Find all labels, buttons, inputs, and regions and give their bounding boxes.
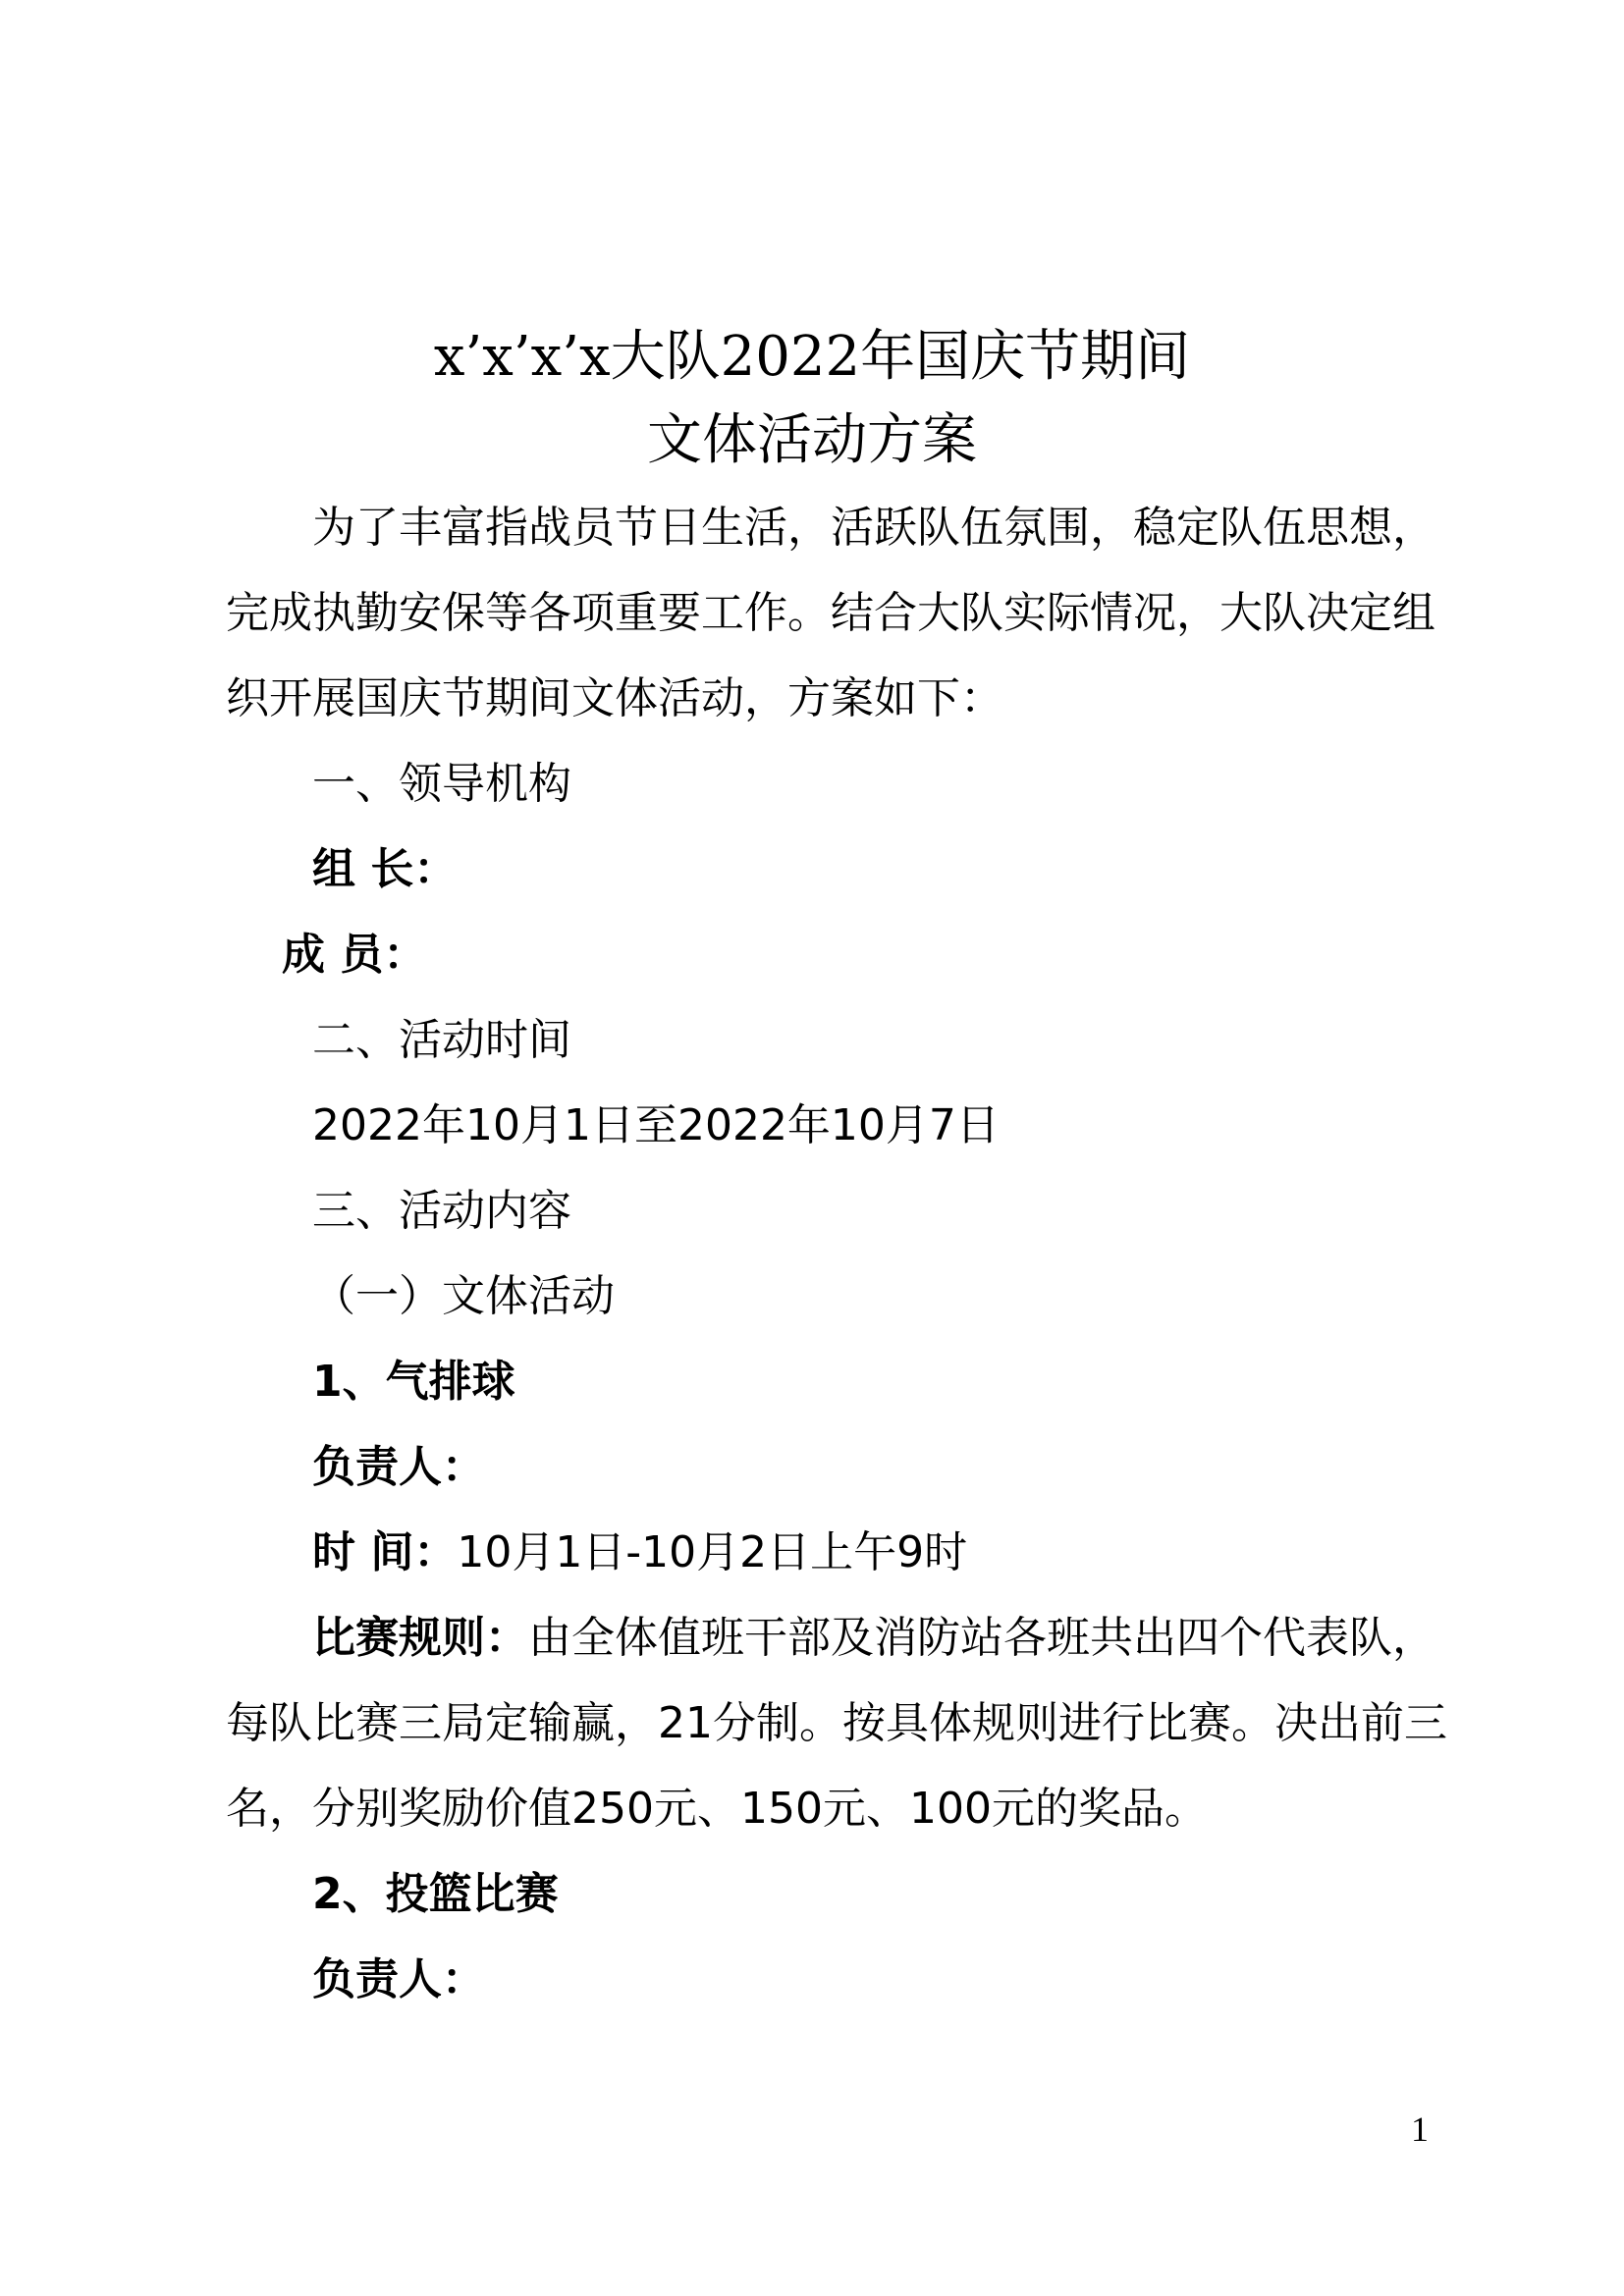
intro-paragraph-line: 为了丰富指战员节日生活，活跃队伍氛围，稳定队伍思想， (312, 503, 1435, 553)
intro-paragraph-line: 完成执勤安保等各项重要工作。结合大队实际情况，大队决定组 (226, 588, 1435, 638)
item-person-label: 负责人： (312, 1442, 485, 1492)
item-heading-basketball: 2、投篮比赛 (312, 1869, 559, 1919)
item-person-label: 负责人： (312, 1954, 485, 2004)
section-heading-content: 三、活动内容 (312, 1186, 571, 1236)
leader-label: 组 长： (312, 844, 458, 894)
item-heading-volleyball: 1、气排球 (312, 1357, 515, 1407)
section-heading-leadership: 一、领导机构 (312, 759, 571, 809)
item-time-value: 10月1日-10月2日上午9时 (457, 1527, 968, 1577)
item-rules-label: 比赛规则： (312, 1613, 528, 1663)
item-rules-text: 由全体值班干部及消防站各班共出四个代表队， (528, 1613, 1435, 1663)
item-rules-line: 名，分别奖励价值250元、150元、100元的奖品。 (226, 1784, 1208, 1834)
section-heading-time: 二、活动时间 (312, 1015, 571, 1065)
document-title-line2: 文体活动方案 (647, 408, 977, 472)
document-title-line1: x’x’x’x大队2022年国庆节期间 (433, 325, 1191, 389)
page-number: 1 (1411, 2109, 1429, 2149)
activity-time-value: 2022年10月1日至2022年10月7日 (312, 1100, 1000, 1150)
intro-paragraph-line: 织开展国庆节期间文体活动，方案如下： (226, 673, 1003, 723)
item-rules-line: 每队比赛三局定输赢，21分制。按具体规则进行比赛。决出前三 (226, 1698, 1447, 1748)
item-time-label: 时 间： (312, 1527, 458, 1577)
item-time-row (312, 1527, 967, 1579)
subsection-heading-sports: （一）文体活动 (312, 1271, 615, 1321)
activity-time-text (312, 1100, 1000, 1152)
item-rules-row (312, 1613, 1435, 1665)
member-label: 成 员： (282, 930, 427, 980)
